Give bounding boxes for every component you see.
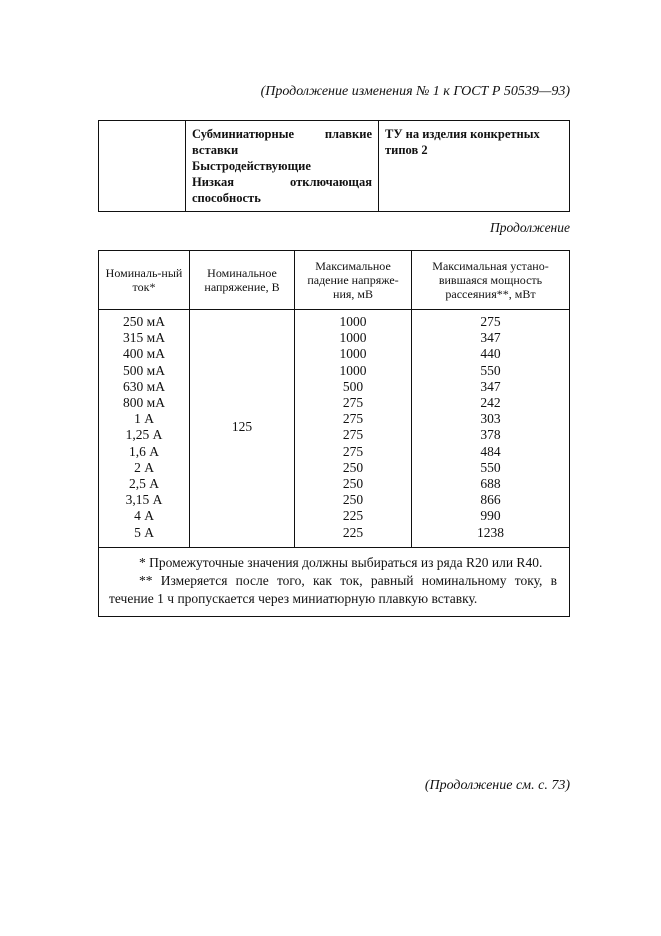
- continuation-label: Продолжение: [489, 220, 570, 235]
- table-cell: 440: [480, 346, 501, 362]
- table-cell: 225: [342, 508, 364, 524]
- table-cell: 630 мА: [123, 378, 165, 394]
- table-cell: 400 мА: [123, 346, 165, 362]
- header-power-dissipation: Максимальная устано-вившаяся мощность рассеяния**, мВт: [412, 251, 570, 310]
- table-cell: 800 мА: [123, 395, 165, 411]
- top-table-empty-cell: [99, 121, 186, 212]
- table-cell: 1000: [339, 346, 367, 362]
- table-cell: 1 А: [134, 411, 154, 427]
- table-cell: 275: [342, 411, 364, 427]
- table-cell: 347: [480, 330, 501, 346]
- footer-continuation-note: (Продолжение см. с. 73): [424, 778, 570, 793]
- table-cell: 1,6 А: [129, 443, 159, 459]
- rated-voltage-cell: 125: [190, 310, 295, 548]
- table-cell: 2,5 А: [129, 476, 159, 492]
- header-continuation-note: (Продолжение изменения № 1 к ГОСТ Р 50539—93): [260, 84, 570, 99]
- table-cell: 1000: [339, 330, 367, 346]
- header-rated-voltage: Номинальное напряжение, В: [190, 251, 295, 310]
- table-cell: 250: [342, 459, 364, 475]
- footnote: ** Измеряется после того, как ток, равный номинальному току, в течение 1 ч пропускается через миниатюрную плавкую вставку.: [109, 572, 557, 606]
- description-line: Быстродействующие: [192, 159, 311, 173]
- table-cell: 990: [480, 508, 501, 524]
- header-voltage-drop: Максимальное падение напряже-ния, мВ: [295, 251, 412, 310]
- table-cell: 250: [342, 492, 364, 508]
- top-table: [98, 120, 570, 212]
- table-cell: 3,15 А: [125, 492, 163, 508]
- table-cell: 275: [342, 395, 364, 411]
- fuse-ratings-table: [98, 250, 570, 617]
- footnote: * Промежуточные значения должны выбираться из ряда R20 или R40.: [139, 554, 543, 570]
- table-cell: 550: [480, 459, 501, 475]
- table-cell: 315 мА: [123, 330, 165, 346]
- table-cell: 225: [342, 524, 364, 540]
- top-table-description-cell: [186, 121, 379, 212]
- table-cell: 5 А: [134, 524, 154, 540]
- table-cell: 303: [480, 411, 501, 427]
- table-cell: 1000: [339, 314, 367, 329]
- table-cell: 242: [480, 395, 501, 411]
- table-cell: 275: [342, 427, 364, 443]
- table-cell: 2 А: [134, 459, 154, 475]
- description-line: Субминиатюрные плавкие вставки: [192, 127, 372, 157]
- table-cell: 275: [480, 314, 501, 329]
- table-cell: 378: [480, 427, 501, 443]
- power-dissipation-column: [412, 310, 570, 548]
- table-cell: 347: [480, 378, 501, 394]
- table-cell: 1000: [339, 362, 367, 378]
- header-rated-current: Номиналь-ный ток*: [99, 251, 190, 310]
- description-line: Низкая отключающая способность: [192, 175, 372, 205]
- voltage-drop-column: [295, 310, 412, 548]
- table-cell: 1,25 А: [125, 427, 163, 443]
- table-cell: 4 А: [134, 508, 154, 524]
- rated-current-column: [99, 310, 190, 548]
- table-cell: 484: [480, 443, 501, 459]
- table-cell: 550: [480, 362, 501, 378]
- table-cell: 866: [480, 492, 501, 508]
- table-cell: 688: [480, 476, 501, 492]
- table-cell: 500: [342, 378, 364, 394]
- table-cell: 275: [342, 443, 364, 459]
- top-table-spec-cell: ТУ на изделия конкретных типов 2: [379, 121, 570, 212]
- table-footnotes: [99, 547, 570, 616]
- table-cell: 250 мА: [123, 314, 165, 329]
- table-cell: 500 мА: [123, 362, 165, 378]
- table-cell: 1238: [477, 524, 504, 540]
- table-cell: 250: [342, 476, 364, 492]
